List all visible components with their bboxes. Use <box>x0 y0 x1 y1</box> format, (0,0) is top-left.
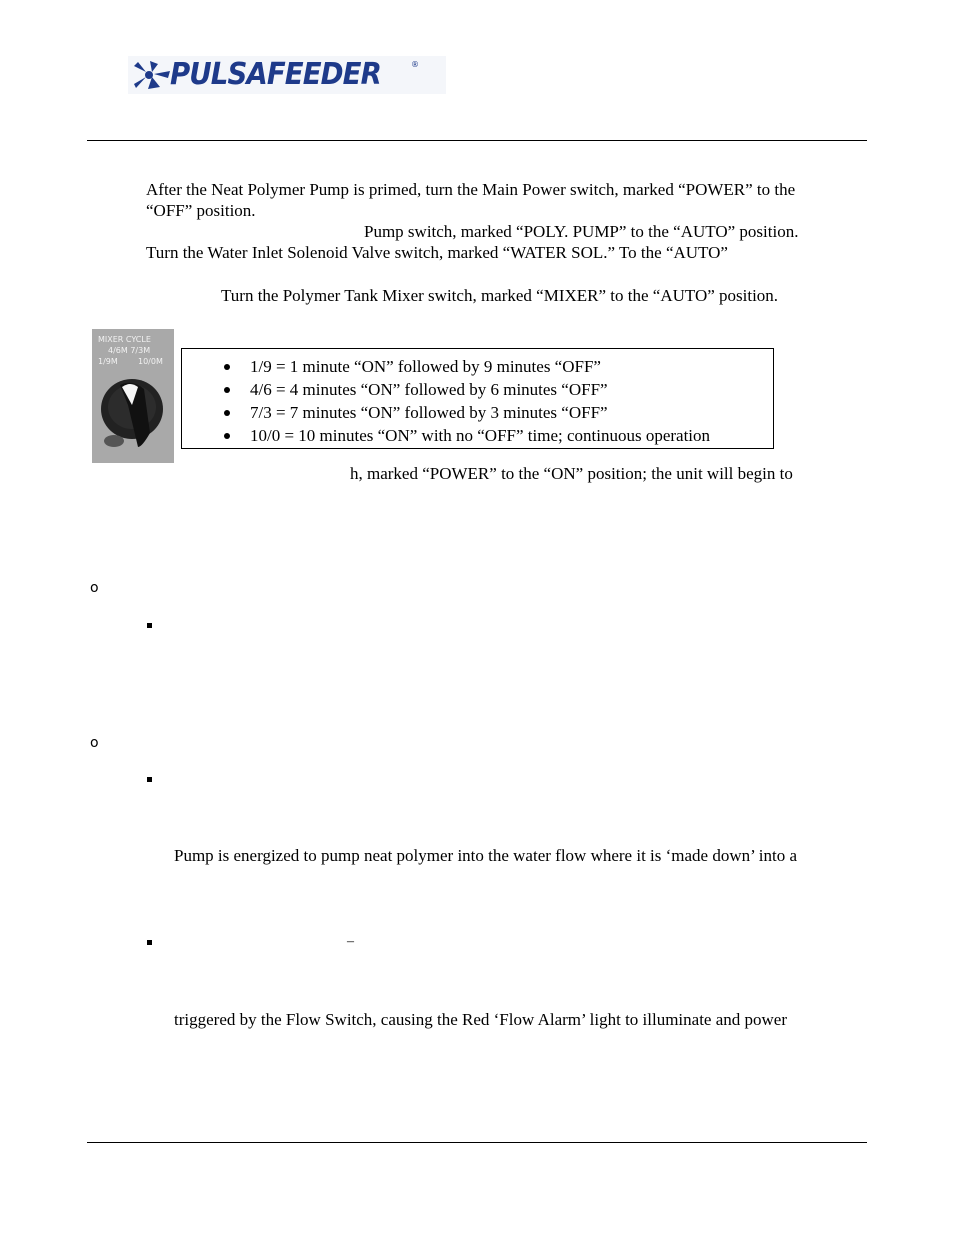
logo-wordmark: PULSAFEEDER <box>170 57 381 92</box>
photo-label-left: 1/9M <box>98 357 118 366</box>
para-line: h, marked “POWER” to the “ON” position; the unit will begin to <box>350 464 793 483</box>
para-line: triggered by the Flow Switch, causing the Red ‘Flow Alarm’ light to illuminate and power <box>174 1010 787 1029</box>
list-item: 10/0 = 10 minutes “ON” with no “OFF” time; continuous operation <box>250 426 711 445</box>
selector-knob-icon <box>98 371 168 451</box>
para-line: “OFF” position. <box>146 201 256 220</box>
para-line: Turn the Water Inlet Solenoid Valve switch, marked “WATER SOL.” To the “AUTO” <box>146 243 728 262</box>
bullet <box>224 387 230 393</box>
square-bullet <box>147 623 152 628</box>
photo-label-title: MIXER CYCLE <box>98 335 151 344</box>
circle-bullet: o <box>90 580 99 596</box>
mixer-cycle-photo <box>92 329 174 463</box>
list-item: 7/3 = 7 minutes “ON” followed by 3 minutes “OFF” <box>250 403 608 422</box>
mixer-cycle-list <box>181 348 774 449</box>
photo-label-right: 10/0M <box>138 357 163 366</box>
bullet <box>224 364 230 370</box>
registered-mark: ® <box>411 60 419 69</box>
square-bullet <box>147 940 152 945</box>
list-item: 4/6 = 4 minutes “ON” followed by 6 minutes “OFF” <box>250 380 608 399</box>
para-line: Turn the Polymer Tank Mixer switch, marked “MIXER” to the “AUTO” position. <box>221 286 779 305</box>
footer-rule <box>87 1142 867 1143</box>
para-line: Pump is energized to pump neat polymer into the water flow where it is ‘made down’ into a <box>174 846 798 865</box>
pulsafeeder-swirl-icon <box>132 60 172 90</box>
pulsafeeder-logo <box>128 56 446 94</box>
dash-mark: – <box>347 934 354 949</box>
bullet <box>224 433 230 439</box>
para-line: After the Neat Polymer Pump is primed, turn the Main Power switch, marked “POWER” to the <box>146 180 796 199</box>
list-item: 1/9 = 1 minute “ON” followed by 9 minutes “OFF” <box>250 357 601 376</box>
circle-bullet: o <box>90 735 99 751</box>
photo-label-mid: 4/6M 7/3M <box>108 346 151 355</box>
para-line: Pump switch, marked “POLY. PUMP” to the “AUTO” position. <box>364 222 799 241</box>
header-rule <box>87 140 867 141</box>
square-bullet <box>147 777 152 782</box>
bullet <box>224 410 230 416</box>
